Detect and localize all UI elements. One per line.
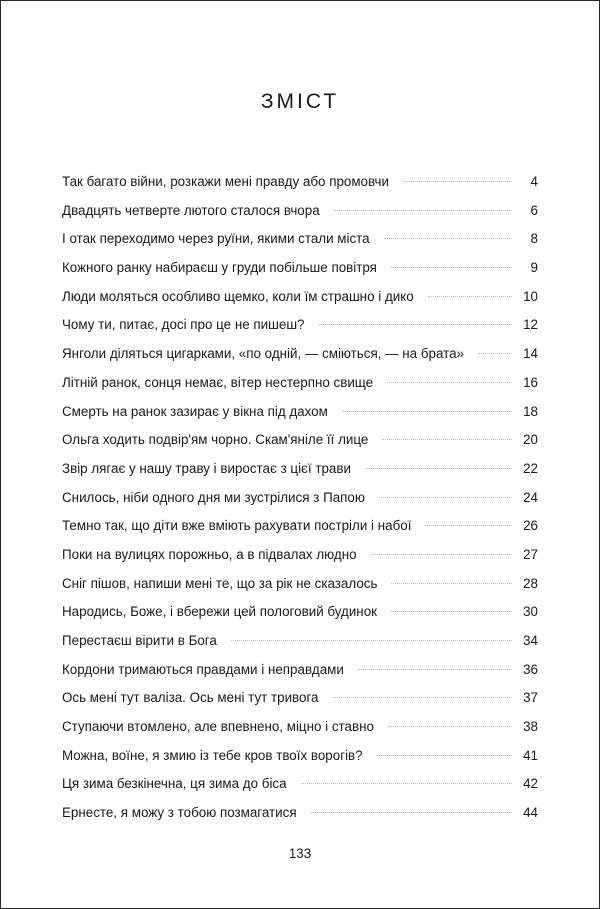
toc-entry-title: Ця зима безкінечна, ця зима до біса	[62, 776, 287, 792]
toc-entry	[62, 742, 538, 771]
toc-entry-title: Поки на вулицях порожньо, а в підвалах людно	[62, 546, 357, 562]
toc-entry-title: Темно так, що діти вже вміють рахувати постріли і набої	[62, 518, 412, 534]
toc-entry-title: Сніг пішов, напиши мені те, що за рік не сказалось	[62, 575, 378, 591]
toc-entry-title: Чому ти, питає, досі про це не пишеш?	[62, 317, 305, 333]
toc-entry	[62, 225, 538, 254]
toc-entry-page: 30	[523, 604, 538, 620]
toc-entry	[62, 484, 538, 513]
toc-entry-title: Кордони тримаються правдами і неправдами	[62, 661, 344, 677]
toc-entry	[62, 398, 538, 427]
toc-entry	[62, 283, 538, 312]
toc-entry	[62, 684, 538, 713]
toc-entry-page: 8	[530, 231, 538, 247]
toc-dot-leader	[333, 697, 512, 698]
toc-entry	[62, 168, 538, 197]
toc-entry-title: Перестаєш вірити в Бога	[62, 633, 217, 648]
toc-dot-leader	[358, 669, 512, 670]
toc-entry-title: Кожного ранку набираєш у груди побільше повітря	[62, 260, 377, 276]
toc-entry	[62, 369, 538, 398]
toc-entry	[62, 197, 538, 226]
toc-dot-leader	[231, 640, 512, 641]
toc-entry-title: Ступаючи втомлено, але впевнено, міцно і ставно	[62, 719, 374, 735]
toc-entry-title: Двадцять четверте лютого сталося вчора	[62, 202, 320, 218]
toc-entry-title: Ернесте, я можу з тобою позмагатися	[62, 805, 297, 821]
toc-entry	[62, 455, 538, 484]
toc-entry	[62, 512, 538, 541]
toc-entry-title: Літній ранок, сонця немає, вітер нестерпно свище	[62, 374, 374, 390]
toc-entry	[62, 627, 538, 656]
toc-entry-title: Смерть на ранок зазирає у вікна під дахом	[62, 403, 328, 419]
toc-entry-title: І отак переходимо через руїни, якими стали міста	[62, 231, 370, 247]
toc-dot-leader	[478, 353, 512, 354]
toc-entry-title: Ольга ходить подвір'ям чорно. Скам'яніле її лице	[62, 432, 369, 448]
page-title: ЗМІСТ	[260, 90, 340, 114]
toc-entry-page: 10	[523, 288, 538, 304]
toc-entry	[62, 713, 538, 742]
toc-dot-leader	[428, 296, 512, 297]
toc-entry-page: 24	[523, 489, 538, 505]
toc-entry-page: 16	[523, 374, 538, 390]
toc-entry-title: Янголи діляться цигарками, «по одній, — сміються, — на брата»	[62, 346, 464, 362]
toc-dot-leader	[301, 783, 512, 784]
toc-dot-leader	[377, 755, 512, 756]
toc-entry-title: Народись, Боже, і вбережи цей пологовий будинок	[62, 604, 378, 620]
page-number: 133	[288, 846, 312, 861]
toc-entry-title: Звір лягає у нашу траву і виростає з цієї трави	[62, 460, 351, 476]
toc-entry	[62, 770, 538, 799]
toc-dot-leader	[382, 439, 512, 440]
toc-entry	[62, 656, 538, 685]
toc-entry-page: 6	[530, 202, 538, 218]
toc-entry	[62, 340, 538, 369]
toc-entry	[62, 570, 538, 599]
toc-dot-leader	[379, 497, 512, 498]
toc-entry-page: 38	[523, 719, 538, 735]
toc-entry-page: 41	[523, 747, 538, 763]
toc-dot-leader	[425, 525, 512, 526]
toc-entry-page: 44	[523, 805, 538, 821]
toc-dot-leader	[391, 583, 512, 584]
toc-entry-title: Так багато війни, розкажи мені правду або промовчи	[62, 174, 389, 189]
toc-dot-leader	[384, 238, 512, 239]
toc-dot-leader	[365, 468, 512, 469]
toc-entry-title: Снилось, ніби одного дня ми зустрілися з Папою	[62, 489, 365, 505]
toc-entry	[62, 426, 538, 455]
toc-dot-leader	[371, 554, 512, 555]
toc-dot-leader	[319, 324, 512, 325]
toc-dot-leader	[388, 726, 512, 727]
toc-dot-leader	[311, 812, 512, 813]
toc-entry-title: Ось мені тут валіза. Ось мені тут тривога	[62, 690, 319, 706]
toc-dot-leader	[403, 181, 512, 182]
toc-entry-page: 9	[530, 260, 538, 276]
toc-entry-title: Люди моляться особливо щемко, коли їм страшно і дико	[62, 288, 414, 304]
toc-entry	[62, 799, 538, 828]
toc-entry-title: Можна, воїне, я змию із тебе кров твоїх ворогів?	[62, 747, 363, 763]
toc-entry-page: 37	[523, 690, 538, 706]
toc-entry	[62, 311, 538, 340]
toc-dot-leader	[342, 411, 512, 412]
toc-entry-page: 18	[523, 403, 538, 419]
toc-entry-page: 14	[523, 346, 538, 362]
table-of-contents	[62, 168, 538, 828]
toc-entry-page: 22	[523, 460, 538, 476]
toc-entry-page: 36	[523, 661, 538, 677]
toc-entry	[62, 254, 538, 283]
toc-entry	[62, 541, 538, 570]
toc-dot-leader	[391, 611, 512, 612]
toc-entry-page: 12	[523, 317, 538, 333]
toc-dot-leader	[387, 382, 512, 383]
toc-entry-page: 26	[523, 518, 538, 534]
toc-entry	[62, 598, 538, 627]
toc-entry-page: 42	[523, 776, 538, 792]
toc-entry-page: 27	[523, 546, 538, 562]
toc-entry-page: 34	[523, 633, 538, 648]
toc-entry-page: 20	[523, 432, 538, 448]
toc-dot-leader	[334, 210, 512, 211]
toc-entry-page: 4	[530, 174, 538, 189]
toc-entry-page: 28	[523, 575, 538, 591]
toc-dot-leader	[391, 267, 512, 268]
